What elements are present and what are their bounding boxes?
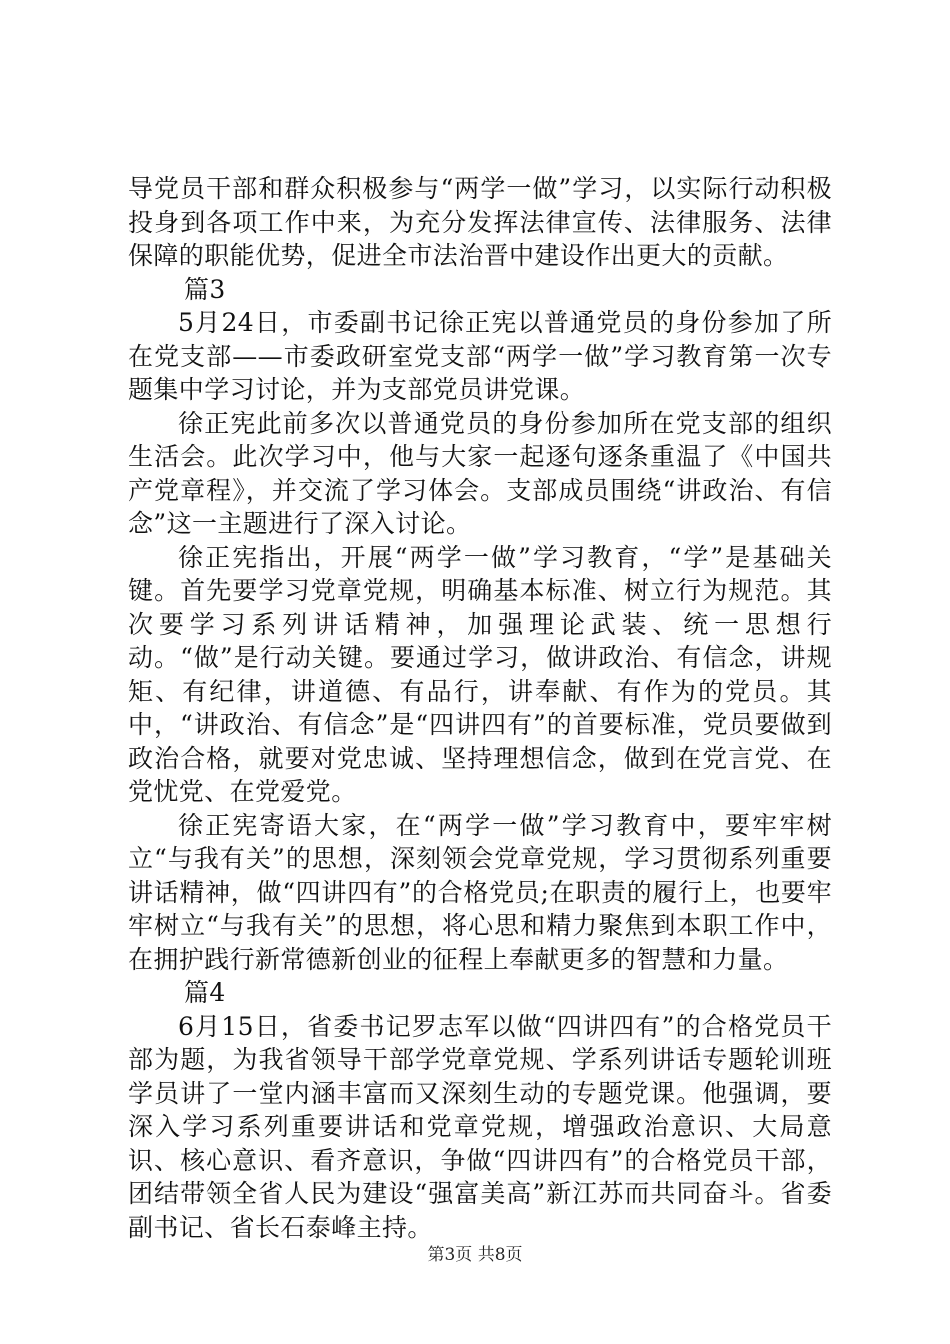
paragraph: 徐正宪此前多次以普通党员的身份参加所在党支部的组织生活会。此次学习中，他与大家一起逐句逐条重温了《中国共产党章程》，并交流了学习体会。支部成员围绕“讲政治、有信念”这一主题进行了深入讨论。 — [128, 408, 832, 538]
section-heading-3: 篇3 — [184, 274, 226, 304]
page-number-footer: 第3页 共8页 — [427, 1245, 523, 1265]
section-heading-4: 篇4 — [184, 978, 226, 1007]
paragraph: 5月24日，市委副书记徐正宪以普通党员的身份参加了所在党支部——市委政研室党支部“两学一做”学习教育第一次专题集中学习讨论，并为支部党员讲党课。 — [128, 308, 832, 404]
paragraph: 6月15日，省委书记罗志军以做“四讲四有”的合格党员干部为题，为我省领导干部学党章党规、学系列讲话专题轮训班学员讲了一堂内涵丰富而又深刻生动的专题党课。他强调，要深入学习系列重要讲话和党章党规，增强政治意识、大局意识、核心意识、看齐意识，争做“四讲四有”的合格党员干部，团结带领全省人民为建设“强富美高”新江苏而共同奋斗。省委副书记、省长石泰峰主持。 — [128, 1011, 832, 1242]
paragraph-continuation: 导党员干部和群众积极参与“两学一做”学习，以实际行动积极投身到各项工作中来，为充分发挥法律宣传、法律服务、法律保障的职能优势，促进全市法治晋中建设作出更大的贡献。 — [128, 174, 832, 270]
paragraph: 徐正宪指出，开展“两学一做”学习教育，“学”是基础关键。首先要学习党章党规，明确基本标准、树立行为规范。其次要学习系列讲话精神，加强理论武装、统一思想行动。“做”是行动关键。要通过学习，做讲政治、有信念，讲规矩、有纪律，讲道德、有品行，讲奉献、有作为的党员。其中，“讲政治、有信念”是“四讲四有”的首要标准，党员要做到政治合格，就要对党忠诚、坚持理想信念，做到在党言党、在党忧党、在党爱党。 — [128, 542, 832, 806]
document-body — [128, 172, 832, 1244]
paragraph: 徐正宪寄语大家，在“两学一做”学习教育中，要牢牢树立“与我有关”的思想，深刻领会党章党规，学习贯彻系列重要讲话精神，做“四讲四有”的合格党员;在职责的履行上，也要牢牢树立“与我有关”的思想，将心思和精力聚焦到本职工作中，在拥护践行新常德新创业的征程上奉献更多的智慧和力量。 — [128, 810, 832, 974]
